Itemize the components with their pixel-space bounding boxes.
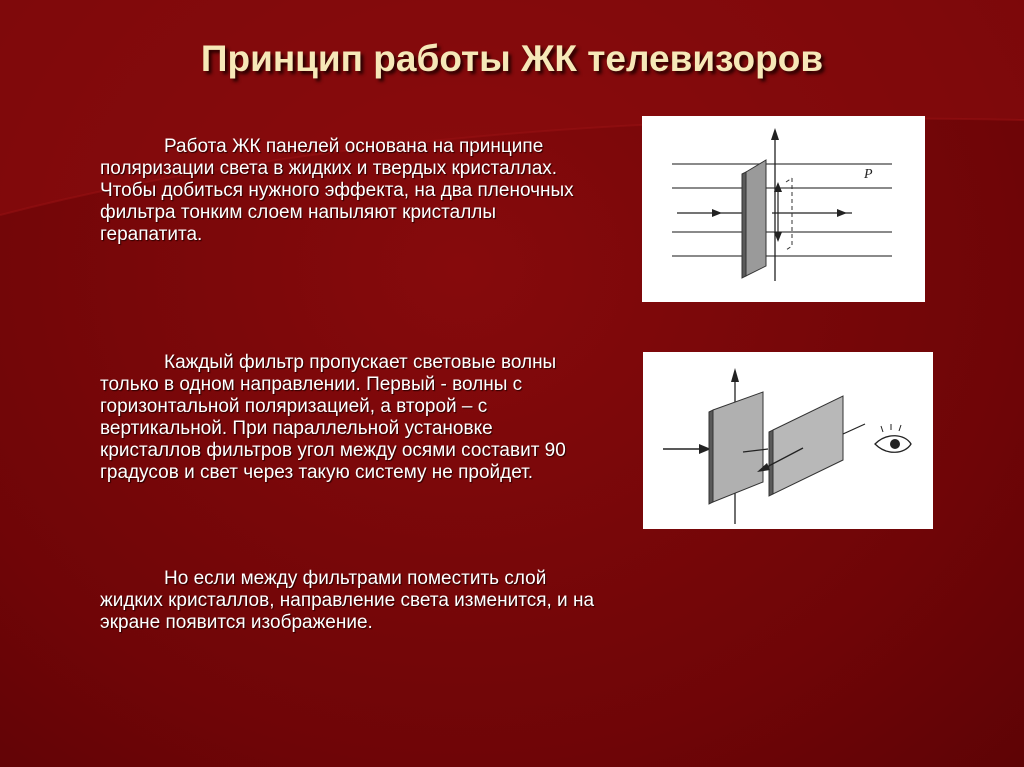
paragraph-polarization-principle: Работа ЖК панелей основана на принципе поляризации света в жидких и твердых кристаллах. Чтобы добиться нужного эффекта, на два пленочных фильтра тонким слоем напыляют кристаллы герапатита. xyxy=(100,136,574,245)
eye-icon xyxy=(875,424,911,452)
figure-single-polarizer xyxy=(642,116,925,302)
paragraph-liquid-crystal-layer: Но если между фильтрами поместить слой жидких кристаллов, направление света изменится, и на экране появится изображение. xyxy=(100,568,595,633)
slide-title: Принцип работы ЖК телевизоров xyxy=(200,38,824,79)
paragraph-filter-direction: Каждый фильтр пропускает световые волны только в одном направлении. Первый - волны с горизонтальной поляризацией, а второй – с вертикальной. При параллельной установке кристаллов фильтров угол между осями составит 90 градусов и свет через такую систему не пройдет. xyxy=(100,352,566,483)
figure-two-crossed-filters xyxy=(643,352,933,529)
polarizer-label: P xyxy=(864,167,873,182)
